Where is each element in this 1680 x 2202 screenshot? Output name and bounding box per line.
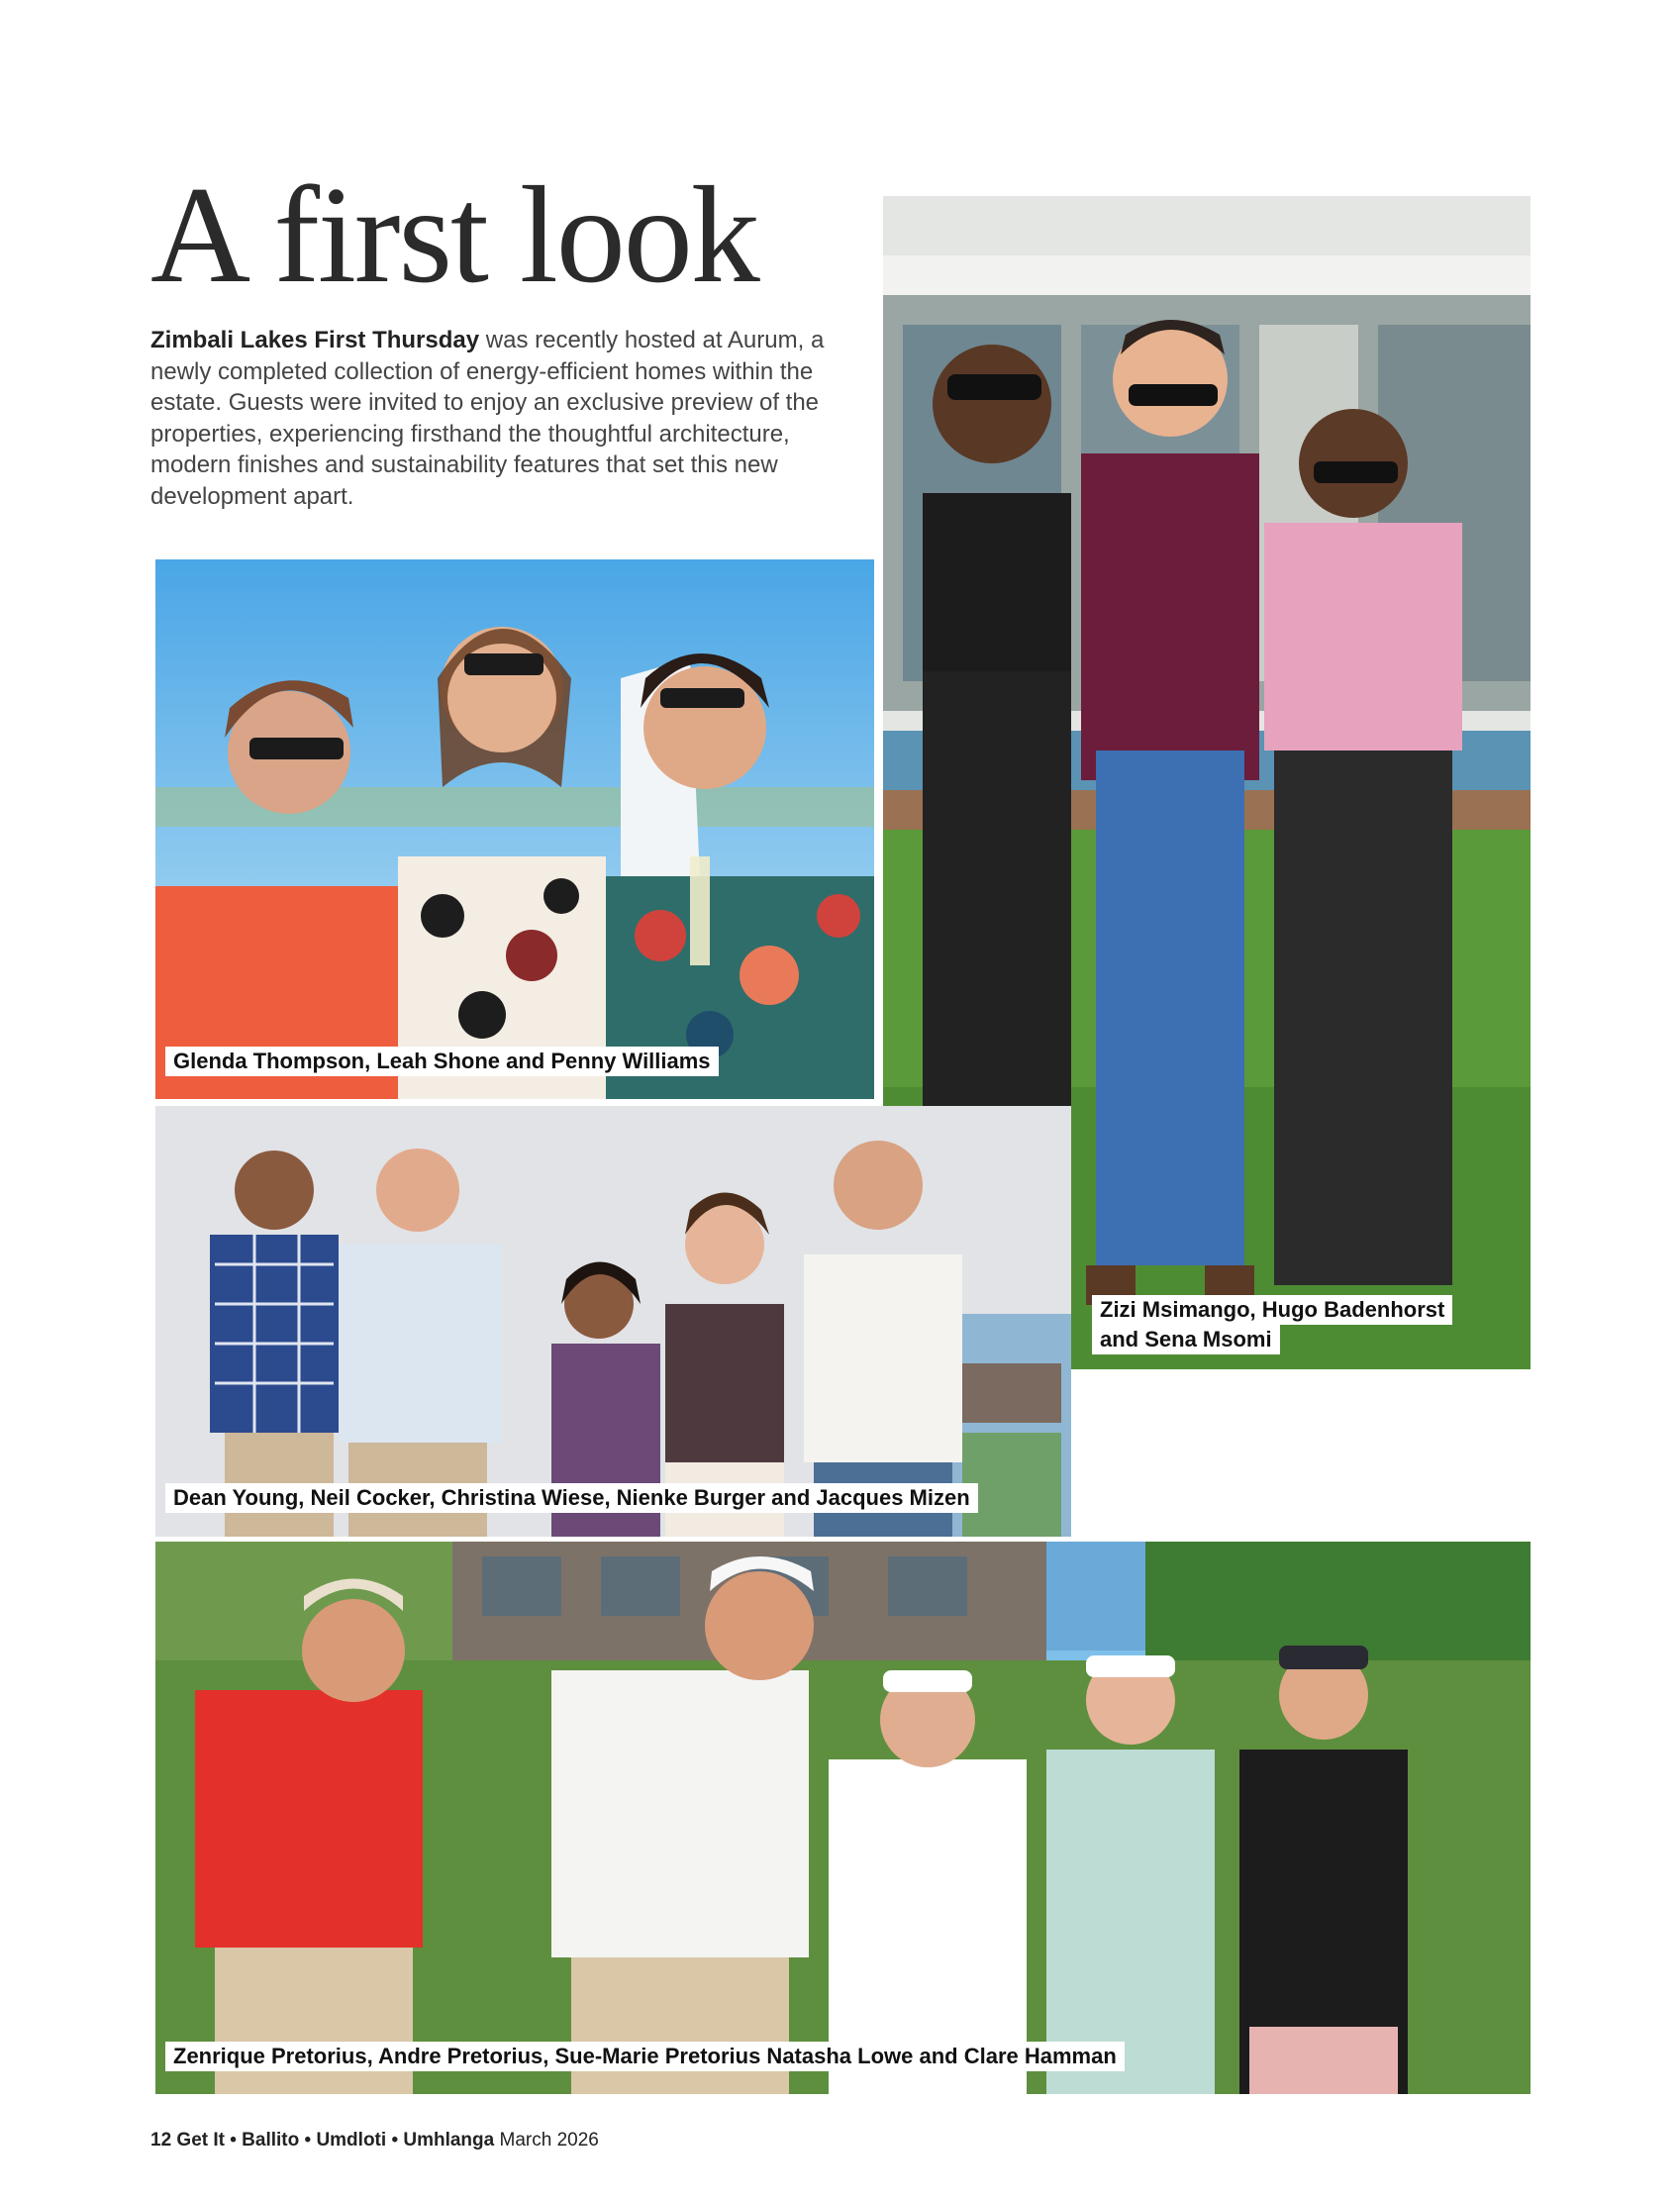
intro-paragraph [150, 325, 863, 513]
photo-three-women [155, 559, 874, 1099]
caption-photo-house-trio-line2: and Sena Msomi [1092, 1325, 1280, 1354]
headline: A first look [150, 158, 758, 312]
caption-photo-house-trio-line1: Zizi Msimango, Hugo Badenhorst [1092, 1295, 1452, 1325]
photo-five-people [155, 1106, 1071, 1537]
footer-issue: March 2026 [494, 2130, 599, 2151]
intro-body: was recently hosted at Aurum, a newly completed collection of energy-efficient homes within the estate. Guests were invited to enjoy an exclusive preview of the properties, experiencing firsthand the thoughtful architecture, modern finishes and sustainability features that set this new development apart. [150, 327, 825, 510]
page-footer [150, 2130, 599, 2152]
caption-photo-five-golfers: Zenrique Pretorius, Andre Pretorius, Sue-Marie Pretorius Natasha Lowe and Clare Hamman [165, 2042, 1125, 2071]
photo-five-people-image [155, 1106, 1071, 1537]
photo-five-golfers [155, 1542, 1531, 2094]
footer-publication: 12 Get It • Ballito • Umdloti • Umhlanga [150, 2130, 495, 2151]
photo-five-golfers-image [155, 1542, 1531, 2094]
caption-photo-five-people: Dean Young, Neil Cocker, Christina Wiese, Nienke Burger and Jacques Mizen [165, 1483, 978, 1513]
photo-three-women-image [155, 559, 874, 1099]
caption-photo-three-women: Glenda Thompson, Leah Shone and Penny Williams [165, 1047, 719, 1076]
intro-lead: Zimbali Lakes First Thursday [150, 327, 480, 353]
